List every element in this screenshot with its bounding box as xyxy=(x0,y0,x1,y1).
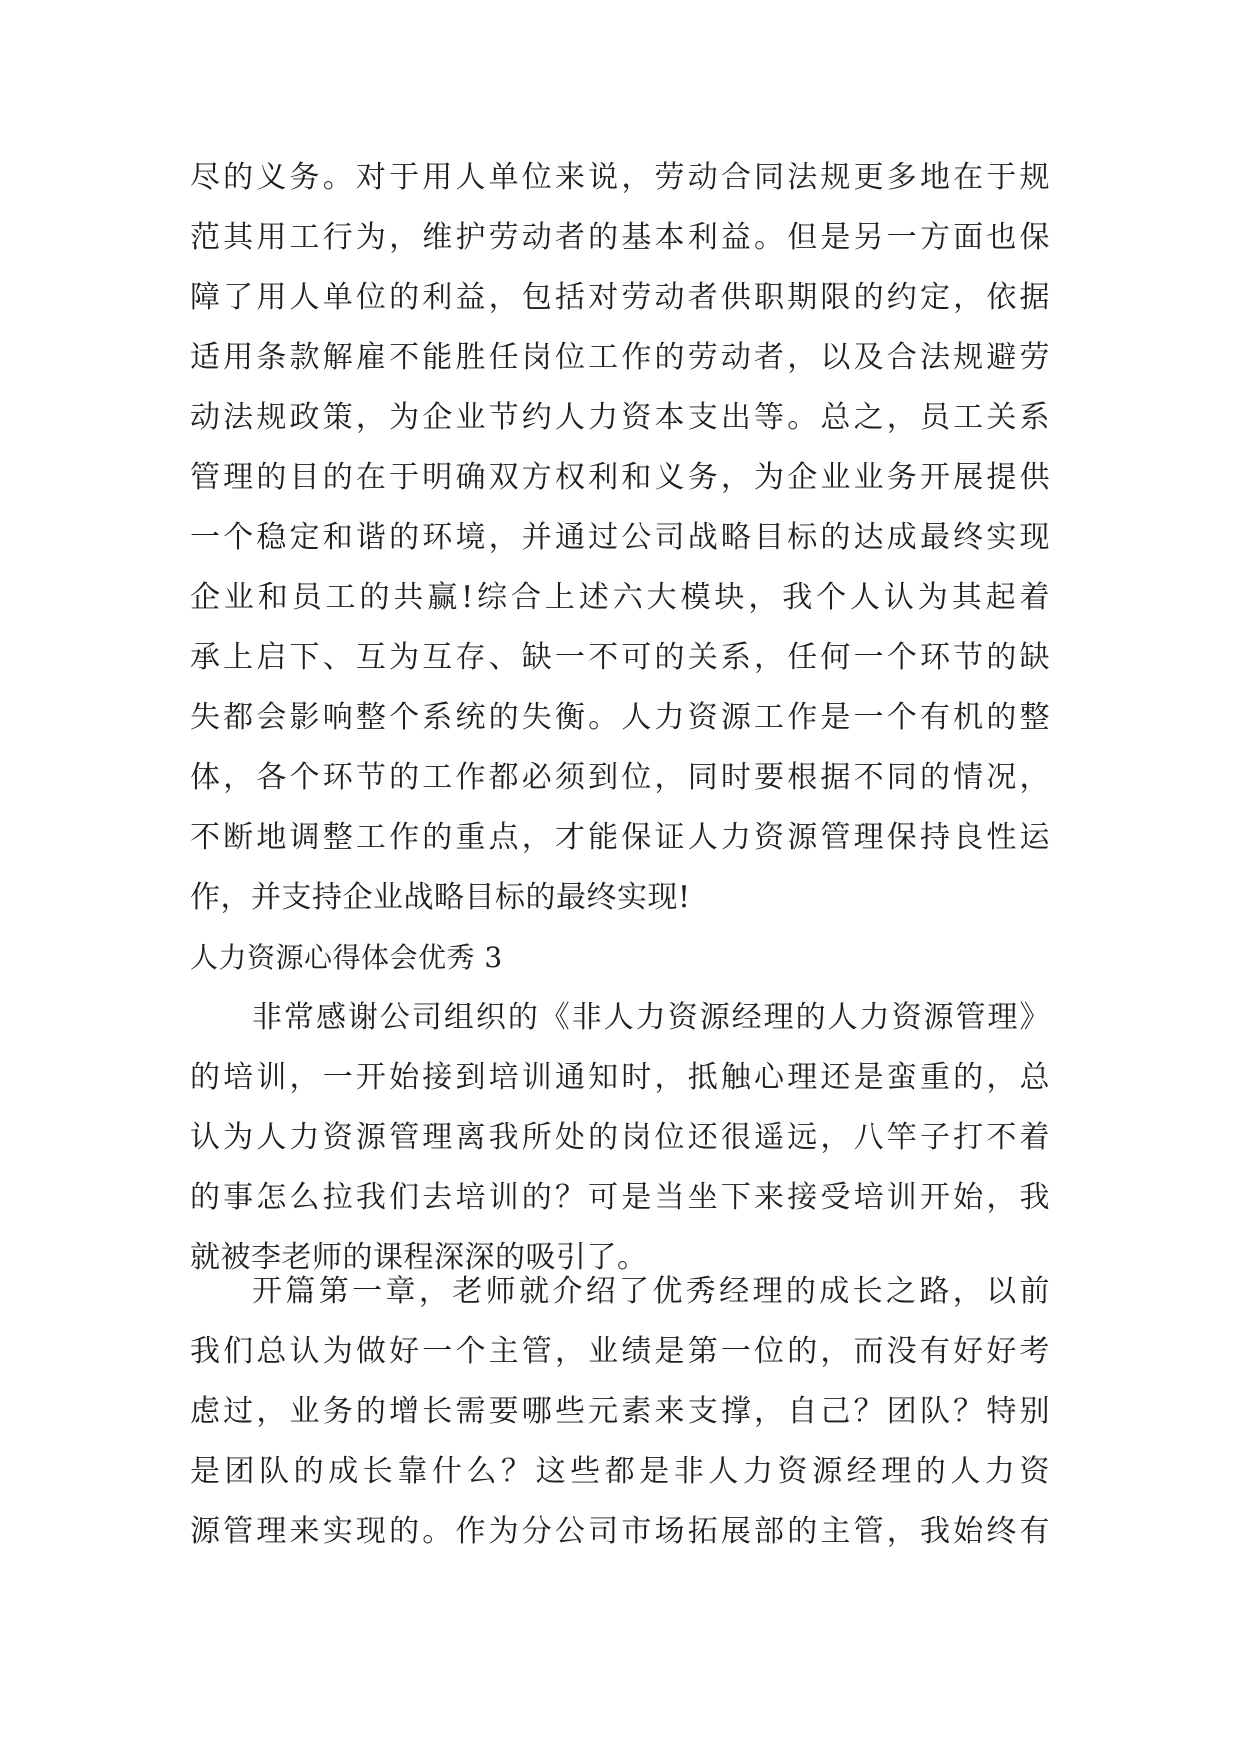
text-line: 范其用工行为，维护劳动者的基本利益。但是另一方面也保 xyxy=(190,220,1050,255)
text-line: 的培训，一开始接到培训通知时，抵触心理还是蛮重的，总 xyxy=(190,1060,1050,1095)
text-line: 障了用人单位的利益，包括对劳动者供职期限的约定，依据 xyxy=(190,280,1050,315)
text-line: 管理的目的在于明确双方权利和义务，为企业业务开展提供 xyxy=(190,460,1050,495)
text-line: 作，并支持企业战略目标的最终实现! xyxy=(190,880,691,915)
text-line: 的事怎么拉我们去培训的？可是当坐下来接受培训开始，我 xyxy=(190,1180,1050,1215)
text-line: 源管理来实现的。作为分公司市场拓展部的主管，我始终有 xyxy=(190,1514,1050,1549)
text-line: 就被李老师的课程深深的吸引了。 xyxy=(190,1240,648,1275)
text-line: 不断地调整工作的重点，才能保证人力资源管理保持良性运 xyxy=(190,820,1050,855)
text-line: 开篇第一章，老师就介绍了优秀经理的成长之路，以前 xyxy=(252,1274,1050,1309)
text-line: 企业和员工的共赢!综合上述六大模块，我个人认为其起着 xyxy=(190,580,1050,615)
paragraph-3 xyxy=(190,1262,1050,1562)
text-line: 是团队的成长靠什么？这些都是非人力资源经理的人力资 xyxy=(190,1454,1050,1489)
text-line: 失都会影响整个系统的失衡。人力资源工作是一个有机的整 xyxy=(190,700,1050,735)
text-line: 一个稳定和谐的环境，并通过公司战略目标的达成最终实现 xyxy=(190,520,1050,555)
section-heading-block xyxy=(190,928,1050,988)
section-heading: 人力资源心得体会优秀 3 xyxy=(190,941,503,974)
text-line: 体，各个环节的工作都必须到位，同时要根据不同的情况， xyxy=(190,760,1050,795)
text-line: 认为人力资源管理离我所处的岗位还很遥远，八竿子打不着 xyxy=(190,1120,1050,1155)
text-line: 虑过，业务的增长需要哪些元素来支撑，自己？团队？特别 xyxy=(190,1394,1050,1429)
text-line: 适用条款解雇不能胜任岗位工作的劳动者，以及合法规避劳 xyxy=(190,340,1050,375)
text-line: 我们总认为做好一个主管，业绩是第一位的，而没有好好考 xyxy=(190,1334,1050,1369)
paragraph-1 xyxy=(190,148,1050,928)
paragraph-2 xyxy=(190,988,1050,1288)
text-line: 动法规政策，为企业节约人力资本支出等。总之，员工关系 xyxy=(190,400,1050,435)
text-line: 尽的义务。对于用人单位来说，劳动合同法规更多地在于规 xyxy=(190,160,1050,195)
text-line: 非常感谢公司组织的《非人力资源经理的人力资源管理》 xyxy=(252,1000,1050,1035)
text-line: 承上启下、互为互存、缺一不可的关系，任何一个环节的缺 xyxy=(190,640,1050,675)
